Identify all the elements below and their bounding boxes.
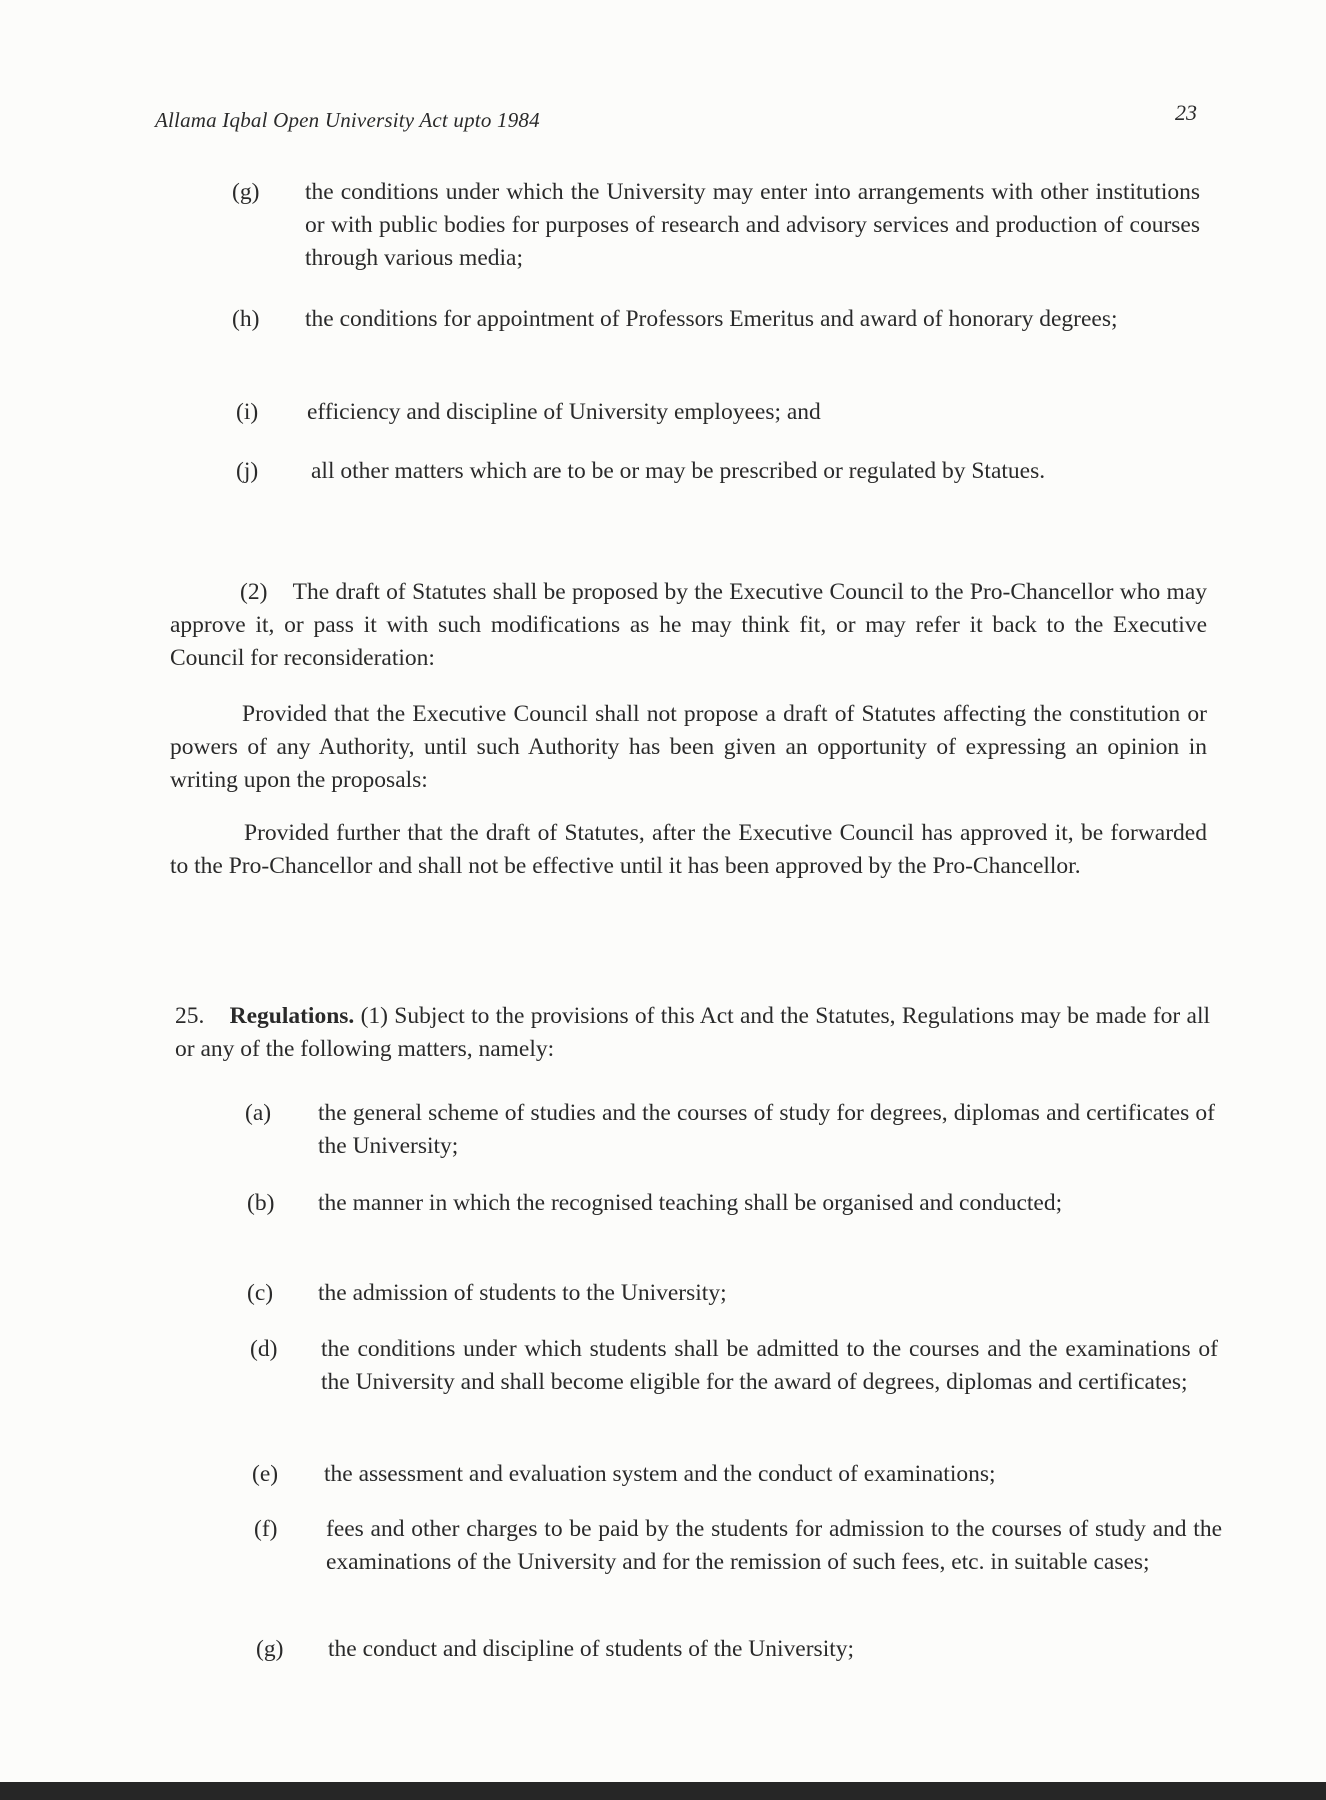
subsection-2 — [170, 576, 1207, 675]
page-number: 23 — [1175, 100, 1197, 125]
list-item — [247, 1277, 1215, 1310]
proviso-2: Provided further that the draft of Statutes, after the Executive Council has approved it, be forwarded to the Pro-Chancellor and shall not be effective until it has been approved by the Pro-Chancellor. — [170, 820, 1207, 879]
item-label: (c) — [247, 1280, 274, 1306]
section-25-intro — [175, 1000, 1210, 1066]
running-title: Allama Iqbal Open University Act upto 1984 — [155, 108, 540, 132]
list-item — [247, 1187, 1215, 1220]
item-label: (f) — [254, 1516, 278, 1542]
section-heading: Regulations. — [229, 1003, 355, 1029]
list-item — [256, 1633, 1224, 1666]
item-label: (h) — [232, 306, 260, 332]
list-item — [236, 455, 1204, 488]
item-label: (a) — [245, 1100, 272, 1126]
list-item — [245, 1097, 1215, 1159]
proviso-1: Provided that the Executive Council shall not propose a draft of Statutes affecting the constitution or powers of any Authority, until such Authority has been given an opportunity of expressing an opinion in writing upon the proposals: — [170, 701, 1207, 793]
item-text: all other matters which are to be or may be prescribed or regulated by Statues. — [311, 458, 1046, 484]
item-text: efficiency and discipline of University employees; and — [307, 399, 821, 425]
item-label: (e) — [252, 1461, 279, 1487]
list-item — [252, 1458, 1220, 1491]
subsection-text: The draft of Statutes shall be proposed by the Executive Council to the Pro-Chancellor who may approve it, or pass it with such modifications as he may think fit, or may refer it back to the Executive Council for reconsideration: — [170, 579, 1207, 671]
item-text: the admission of students to the University; — [318, 1280, 727, 1306]
item-label: (g) — [232, 179, 260, 205]
item-text: the general scheme of studies and the courses of study for degrees, diplomas and certificates of the University; — [318, 1100, 1215, 1159]
section-number: 25. — [175, 1003, 205, 1029]
item-text: fees and other charges to be paid by the students for admission to the courses of study and the examinations of the University and for the remission of such fees, etc. in suitable cases; — [326, 1516, 1222, 1575]
item-text: the conditions under which students shall be admitted to the courses and the examinations of the University and shall become eligible for the award of degrees, diplomas and certificates; — [321, 1336, 1218, 1395]
item-label: (i) — [236, 399, 259, 425]
item-text: the conditions under which the University may enter into arrangements with other institutions or with public bodies for purposes of research and advisory services and production of courses through various media; — [305, 179, 1200, 271]
item-text: the manner in which the recognised teaching shall be organised and conducted; — [318, 1190, 1063, 1216]
item-text: the assessment and evaluation system and the conduct of examinations; — [324, 1461, 996, 1487]
item-text: the conditions for appointment of Professors Emeritus and award of honorary degrees; — [305, 306, 1118, 332]
section-intro-text: (1) Subject to the provisions of this Act and the Statutes, Regulations may be made for all or any of the following matters, namely: — [175, 1003, 1211, 1062]
item-label: (b) — [247, 1190, 275, 1216]
list-item — [232, 303, 1200, 336]
list-item — [232, 176, 1200, 271]
list-item — [250, 1333, 1218, 1395]
item-label: (g) — [256, 1636, 284, 1662]
item-label: (d) — [250, 1336, 278, 1362]
subsection-number: (2) — [240, 579, 268, 605]
item-label: (j) — [236, 458, 259, 484]
item-text: the conduct and discipline of students of the University; — [328, 1636, 855, 1662]
list-item — [236, 396, 1204, 429]
list-item — [254, 1513, 1222, 1575]
scan-bottom-edge — [0, 1782, 1326, 1800]
